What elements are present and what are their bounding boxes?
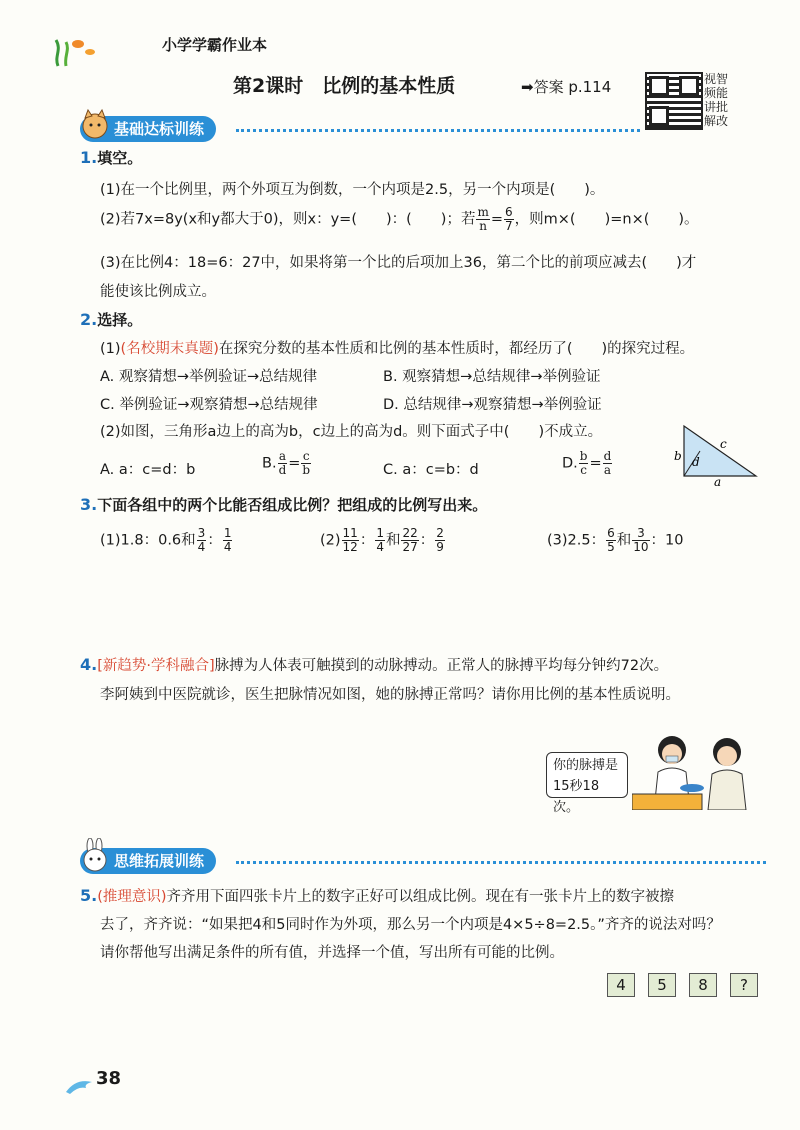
question-5-line1: 5.(推理意识)齐齐用下面四张卡片上的数字正好可以组成比例。现在有一张卡片上的数字被擦	[80, 886, 675, 905]
section-divider	[236, 129, 640, 132]
question-2-header: 2.选择。	[80, 310, 143, 329]
q1-part2: (2)若7x=8y(x和y都大于0)，则x：y=( )：( )；若 $\frac{m}{n}$ = $\frac{6}{7}$ ，则m×( )=n×( )。	[100, 205, 699, 233]
label-b: b	[674, 449, 682, 463]
book-title: 小学学霸作业本	[162, 36, 268, 54]
section-banner-extend: 思维拓展训练	[80, 848, 216, 874]
tag-trend: [新趋势·学科融合]	[97, 658, 215, 674]
q1-part3-line2: 能使该比例成立。	[100, 284, 216, 300]
lesson-title: 第2课时 比例的基本性质	[233, 75, 456, 97]
question-5-line3: 请你帮他写出满足条件的所有值，并选择一个值，写出所有可能的比例。	[100, 945, 564, 961]
q2-option-d: D. 总结规律→观察猜想→举例验证	[383, 397, 602, 413]
question-3-header: 3.下面各组中的两个比能否组成比例？把组成的比例写出来。	[80, 495, 488, 514]
question-5-line2: 去了，齐齐说：“如果把4和5同时作为外项，那么另一个内项是4×5÷8=2.5。”齐齐的说法对吗？	[100, 917, 721, 933]
question-1-header: 1.填空。	[80, 148, 143, 167]
book-logo	[48, 32, 108, 68]
tag-exam: (名校期末真题)	[120, 341, 219, 357]
q1-part3-line1: (3)在比例4：18=6：27中，如果将第一个比的后项加上36，第二个比的前项应减去( )才	[100, 255, 697, 271]
q2-2-option-d: D. $\frac{b}{c}$ = $\frac{d}{a}$	[562, 449, 612, 477]
doctor-patient-illustration	[632, 730, 757, 810]
qr-code[interactable]	[645, 72, 703, 130]
question-4-line1: 4.[新趋势·学科融合]脉搏为人体表可触摸到的动脉搏动。正常人的脉搏平均每分钟约72次。	[80, 655, 669, 674]
qr-caption: 视智 频能 讲批 解改	[704, 72, 729, 128]
fraction-6-over-7: $\frac{6}{7}$	[505, 205, 513, 233]
dolphin-icon	[64, 1074, 96, 1098]
q2-option-c: C. 举例验证→观察猜想→总结规律	[100, 397, 318, 413]
label-c: c	[720, 437, 727, 451]
section-divider	[236, 861, 766, 864]
q3-group-2: (2) $\frac{11}{12}$ ： $\frac{1}{4}$ 和 $\frac{22}{27}$ ： $\frac{2}{9}$	[320, 526, 444, 554]
number-card: 8	[689, 973, 717, 997]
label-d: d	[692, 455, 700, 469]
number-card-erased: ?	[730, 973, 758, 997]
number-card: 4	[607, 973, 635, 997]
cat-mascot-icon	[78, 108, 112, 142]
label-a: a	[714, 475, 722, 486]
q2-option-a: A. 观察猜想→举例验证→总结规律	[100, 369, 318, 385]
q3-group-3: (3)2.5： $\frac{6}{5}$ 和 $\frac{3}{10}$ ：10	[547, 526, 684, 554]
q2-part2: (2)如图，三角形a边上的高为b，c边上的高为d。则下面式子中( )不成立。	[100, 424, 603, 440]
number-card: 5	[648, 973, 676, 997]
q2-option-b: B. 观察猜想→总结规律→举例验证	[383, 369, 601, 385]
page-number: 38	[96, 1068, 122, 1089]
q2-2-option-c: C. a：c=b：d	[383, 462, 479, 478]
triangle-figure	[670, 418, 770, 486]
q3-group-1: (1)1.8：0.6和 $\frac{3}{4}$ ： $\frac{1}{4}$	[100, 526, 232, 554]
section-banner-basic: 基础达标训练	[80, 116, 216, 142]
fraction-b-over-c: $\frac{b}{c}$	[579, 449, 588, 477]
fraction-m-over-n: $\frac{m}{n}$	[477, 205, 489, 233]
fraction-a-over-d: $\frac{a}{d}$	[278, 449, 287, 477]
fraction-d-over-a: $\frac{d}{a}$	[603, 449, 612, 477]
question-4-line2: 李阿姨到中医院就诊，医生把脉情况如图，她的脉搏正常吗？请你用比例的基本性质说明。	[100, 687, 680, 703]
rabbit-mascot-icon	[78, 838, 112, 874]
speech-bubble: 你的脉搏是 15秒18次。	[546, 752, 628, 798]
q2-2-option-a: A. a：c=d：b	[100, 462, 196, 478]
arrow-right-icon: ➡	[521, 78, 534, 96]
q1-part1: (1)在一个比例里，两个外项互为倒数，一个内项是2.5，另一个内项是( )。	[100, 182, 605, 198]
fraction-c-over-b: $\frac{c}{b}$	[302, 449, 311, 477]
tag-reasoning: (推理意识)	[97, 889, 167, 905]
q2-2-option-b: B. $\frac{a}{d}$ = $\frac{c}{b}$	[262, 449, 311, 477]
q2-part1: (1)(名校期末真题)在探究分数的基本性质和比例的基本性质时，都经历了( )的探究过程。	[100, 341, 695, 357]
answer-reference: ➡答案 p.114	[521, 78, 612, 96]
